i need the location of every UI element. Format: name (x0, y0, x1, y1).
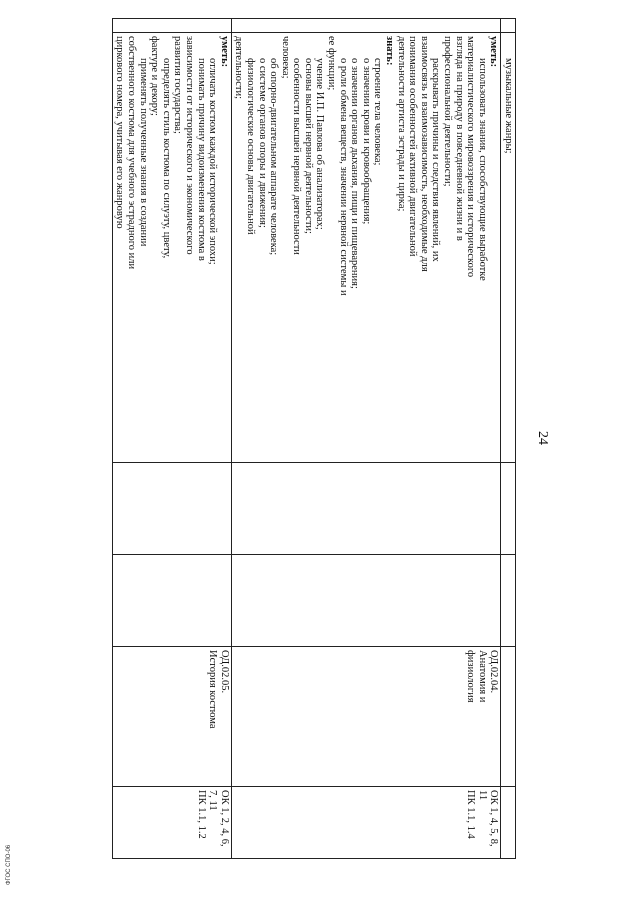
genres-cell: музыкальные жанры; (501, 33, 516, 463)
text-line: отличать костюм каждой исторической эпохи; (207, 58, 219, 265)
text-line: взаимосвязь и взаимозависимость, необходимые для (418, 36, 430, 272)
text-line: о значении крови и кровообращения; (360, 58, 372, 225)
text-line: собственного костюма для учебного эстрадного или (126, 36, 137, 270)
text-line: раскрывать причины и следствия явлений, их (430, 58, 442, 262)
text-line: особенности высшей нервной деятельности (291, 58, 303, 255)
knowledge-label: знать: (384, 36, 396, 66)
table-row-genres (501, 19, 516, 859)
text-line: ее функции; (326, 36, 338, 91)
text-line: применять полученные знания в создании (137, 58, 149, 247)
anatomy-skills-list (395, 36, 488, 459)
skills-label: уметь: (488, 36, 500, 68)
costume-requirements-cell (112, 33, 231, 463)
text-line: деятельности артиста эстрады и цирка; (395, 36, 407, 212)
text-line: понимать причину видоизменения костюма в (195, 58, 207, 261)
page-number: 24 (535, 431, 550, 445)
table-row-anatomy (231, 19, 501, 859)
anatomy-competencies: ОК 1, 4, 5, 8, 11 ПК 1.1, 1.4 (231, 787, 501, 859)
text-line: строение тела человека; (372, 58, 384, 166)
skills-label: уметь: (218, 36, 230, 68)
costume-skills-list (114, 36, 218, 459)
anatomy-requirements-cell (231, 33, 501, 463)
text-line: взгляда на природу в повседневной жизни и в (453, 36, 465, 241)
text-line: учение И.П. Павлова об анализаторах; (314, 58, 326, 230)
text-line: использовать знания, способствующие выработке (476, 58, 488, 281)
document-page (66, 18, 556, 858)
text-line: зависимости от исторического и экономического (183, 36, 195, 255)
anatomy-discipline-code: ОД.02.04. Анатомия и физиология (231, 647, 501, 787)
table-row-costume (112, 19, 231, 859)
text-line: о роли обмена веществ, значении нервной системы и (337, 58, 349, 296)
text-line: понимания особенностей активной двигательной (407, 36, 419, 257)
text-line: профессиональной деятельности; (442, 36, 454, 187)
costume-discipline-code: ОД.02.05. История костюма (112, 647, 231, 787)
text-line: о системе органов опоры и движения; (256, 58, 268, 228)
text-line: физиологические основы двигательной (244, 58, 256, 235)
text-line: основы высшей нервной деятельности; (302, 58, 314, 234)
anatomy-knowledge-list (233, 36, 384, 459)
standards-table (112, 18, 516, 859)
text-line: материалистического мировоззрения и исторического (465, 36, 477, 278)
text-line: развития государства; (172, 36, 184, 134)
text-line: человека; (279, 36, 291, 79)
text-line: деятельности; (233, 36, 245, 100)
text-line: циркового номера, учитывая его жанровую (114, 36, 126, 229)
text-line: о значении органов дыхания, пищи и пищеварения; (349, 58, 361, 289)
text-line: определять стиль костюма по силуэту, цвету, (160, 58, 172, 259)
costume-competencies: ОК 1, 2, 4, 6, 7, 11 ПК 1.1, 1.2 (112, 787, 231, 859)
footer-stamp: ФГОС СПО-06 (6, 844, 12, 885)
text-line: об опорно-двигательном аппарате человека; (268, 58, 280, 256)
text-line: фактуре и декору; (149, 36, 161, 116)
